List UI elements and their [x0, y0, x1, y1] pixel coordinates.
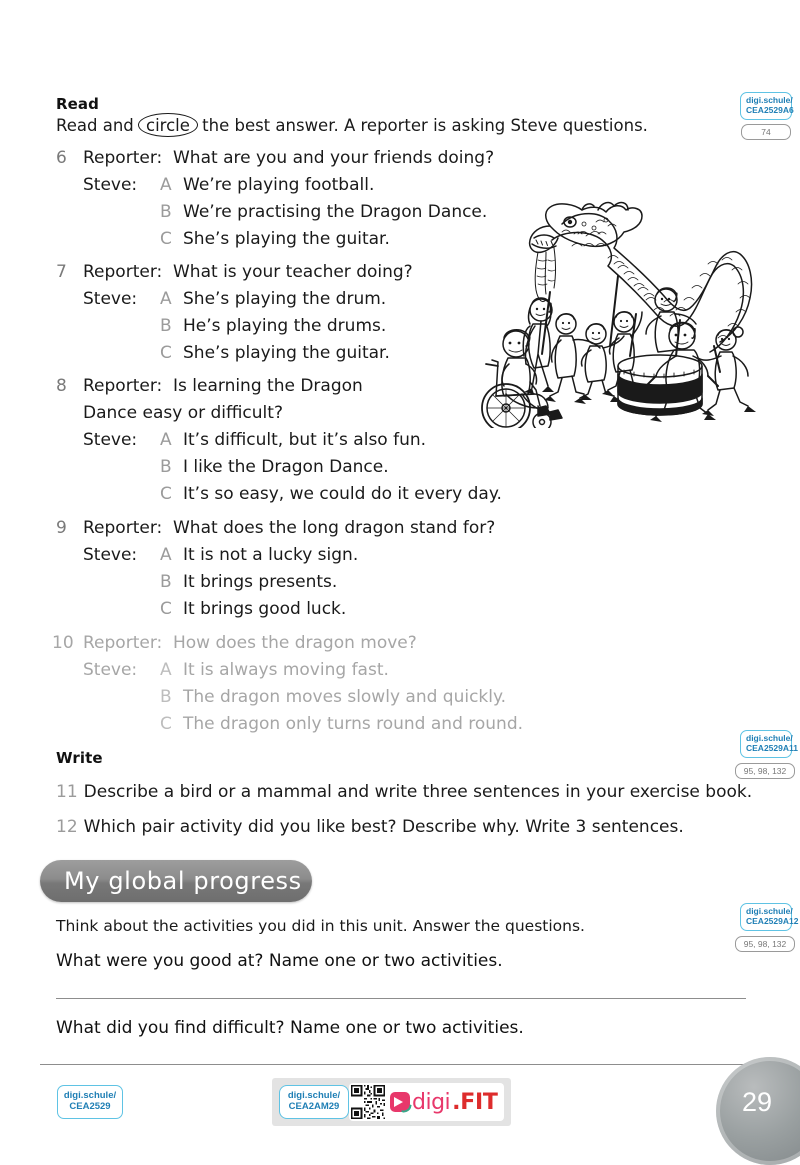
qr-code-icon [351, 1085, 385, 1119]
option-letter-c[interactable]: C [160, 229, 172, 249]
option-text-b[interactable]: I like the Dragon Dance. [183, 457, 389, 477]
option-letter-c[interactable]: C [160, 343, 172, 363]
badge-line-1: digi.schule/ [63, 1090, 117, 1101]
question-text: How does the dragon move? [173, 633, 417, 653]
question-text: What does the long dragon stand for? [173, 518, 496, 538]
option-letter-a[interactable]: A [160, 545, 172, 565]
option-text-c[interactable]: It brings good luck. [183, 599, 347, 619]
read-instruction-suffix: the best answer. A reporter is asking Steve questions. [202, 116, 648, 135]
page-ref-badge-write: 95, 98, 132 [735, 763, 795, 779]
speaker-steve: Steve: [83, 289, 138, 309]
read-section-heading: Read [56, 95, 99, 113]
speaker-steve: Steve: [83, 430, 138, 450]
progress-question-2: What did you find difficult? Name one or two activities. [56, 1018, 524, 1038]
question-number: 9 [56, 518, 67, 538]
option-letter-a[interactable]: A [160, 660, 172, 680]
option-letter-c[interactable]: C [160, 599, 172, 619]
digi-fit-logo-word2: .FIT [452, 1089, 498, 1115]
option-letter-b[interactable]: B [160, 457, 172, 477]
speaker-reporter: Reporter: [83, 518, 163, 538]
dragon-dance-illustration [478, 196, 778, 428]
option-text-b[interactable]: He’s playing the drums. [183, 316, 387, 336]
digi-schule-badge-write[interactable] [740, 730, 798, 758]
option-text-a[interactable]: It’s difficult, but it’s also fun. [183, 430, 427, 450]
digi-fit-mark-icon [390, 1092, 410, 1112]
question-text: What is your teacher doing? [173, 262, 413, 282]
task-text: Which pair activity did you like best? Describe why. Write 3 sentences. [83, 817, 684, 837]
option-letter-b[interactable]: B [160, 687, 172, 707]
page-number-circle [716, 1057, 800, 1165]
option-letter-c[interactable]: C [160, 714, 172, 734]
badge-line-2: CEA2529A11 [746, 742, 798, 753]
write-section-heading: Write [56, 749, 103, 767]
question-number: 7 [56, 262, 67, 282]
circle-word-annotation: circle [139, 116, 197, 135]
question-text-line2: Dance easy or difficult? [83, 403, 283, 423]
option-text-b[interactable]: We’re practising the Dragon Dance. [183, 202, 488, 222]
page-number: 29 [742, 1087, 773, 1117]
question-text: Is learning the Dragon [173, 376, 363, 396]
digi-fit-footer-box [272, 1078, 511, 1126]
question-number: 8 [56, 376, 67, 396]
speaker-reporter: Reporter: [83, 262, 163, 282]
progress-intro-text: Think about the activities you did in this unit. Answer the questions. [56, 917, 585, 935]
banner-label: My global progress [64, 867, 302, 895]
read-instruction [56, 116, 648, 135]
badge-line-1: digi.schule/ [746, 95, 793, 105]
task-number: 12 [56, 817, 78, 837]
option-text-c[interactable]: She’s playing the guitar. [183, 229, 390, 249]
option-letter-b[interactable]: B [160, 572, 172, 592]
option-letter-a[interactable]: A [160, 175, 172, 195]
option-letter-a[interactable]: A [160, 289, 172, 309]
badge-line-1: digi.schule/ [746, 906, 793, 916]
speaker-steve: Steve: [83, 545, 138, 565]
option-letter-b[interactable]: B [160, 316, 172, 336]
question-number: 10 [52, 633, 74, 653]
my-global-progress-banner [40, 860, 312, 902]
option-text-a[interactable]: She’s playing the drum. [183, 289, 387, 309]
progress-question-1: What were you good at? Name one or two activities. [56, 951, 503, 971]
option-text-a[interactable]: It is not a lucky sign. [183, 545, 359, 565]
option-letter-a[interactable]: A [160, 430, 172, 450]
option-text-b[interactable]: It brings presents. [183, 572, 338, 592]
digi-fit-logo-panel[interactable] [349, 1083, 504, 1121]
writing-line-1[interactable] [56, 998, 746, 999]
option-text-a[interactable]: It is always moving fast. [183, 660, 389, 680]
badge-line-2: CEA2529 [69, 1100, 111, 1112]
option-text-c[interactable]: It’s so easy, we could do it every day. [183, 484, 502, 504]
footer-digi-schule-badge-am[interactable] [279, 1085, 349, 1119]
option-text-a[interactable]: We’re playing football. [183, 175, 375, 195]
task-number: 11 [56, 782, 78, 802]
option-text-c[interactable]: The dragon only turns round and round. [183, 714, 524, 734]
badge-line-1: digi.schule/ [287, 1090, 341, 1102]
digi-fit-logo [390, 1090, 498, 1115]
badge-line-2: CEA2AM29 [288, 1101, 340, 1112]
page-ref-badge-read: 74 [741, 124, 791, 140]
speaker-steve: Steve: [83, 660, 138, 680]
badge-line-2: CEA2529A6 [746, 104, 794, 115]
page-ref-badge-progress: 95, 98, 132 [735, 936, 795, 952]
badge-line-2: CEA2529A12 [746, 915, 799, 926]
question-number: 6 [56, 148, 67, 168]
digi-fit-logo-word1: digi [412, 1089, 451, 1115]
badge-line-1: digi.schule/ [746, 733, 793, 743]
option-text-c[interactable]: She’s playing the guitar. [183, 343, 390, 363]
option-letter-c[interactable]: C [160, 484, 172, 504]
digi-schule-badge-read[interactable] [740, 92, 792, 120]
option-text-b[interactable]: The dragon moves slowly and quickly. [183, 687, 507, 707]
speaker-reporter: Reporter: [83, 148, 163, 168]
question-text: What are you and your friends doing? [173, 148, 495, 168]
footer-digi-schule-badge[interactable] [57, 1085, 123, 1119]
footer-separator [40, 1064, 758, 1065]
task-12 [56, 817, 684, 837]
speaker-steve: Steve: [83, 175, 138, 195]
task-text: Describe a bird or a mammal and write three sentences in your exercise book. [83, 782, 753, 802]
speaker-reporter: Reporter: [83, 633, 163, 653]
digi-schule-badge-progress[interactable] [740, 903, 799, 931]
task-11 [56, 782, 752, 802]
read-instruction-prefix: Read and [56, 116, 134, 135]
speaker-reporter: Reporter: [83, 376, 163, 396]
option-letter-b[interactable]: B [160, 202, 172, 222]
